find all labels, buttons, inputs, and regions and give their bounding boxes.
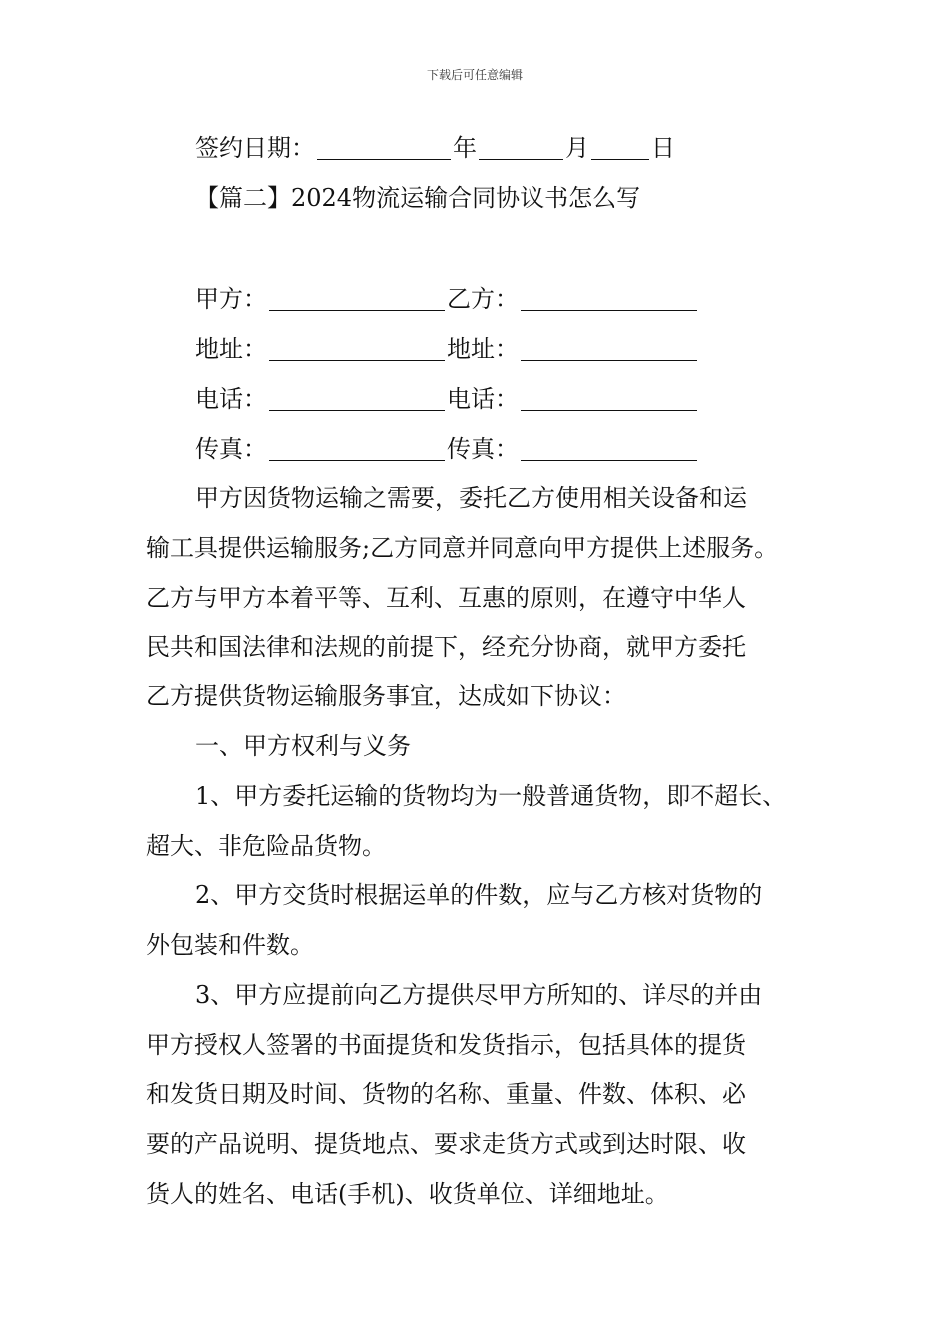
party-left-blank — [269, 388, 445, 411]
party-left-blank — [269, 338, 445, 361]
month-label: 月 — [565, 134, 589, 162]
paragraph-line: 民共和国法律和法规的前提下，经充分协商，就甲方委托 — [146, 633, 746, 661]
sign-date-label: 签约日期： — [195, 134, 315, 162]
day-label: 日 — [651, 134, 675, 162]
party-right-blank — [521, 438, 697, 461]
year-blank — [317, 137, 451, 160]
year-label: 年 — [453, 134, 477, 162]
party-left-label: 甲方： — [195, 285, 267, 313]
header-note: 下载后可任意编辑 — [426, 68, 523, 82]
paragraph-line: 要的产品说明、提货地点、要求走货方式或到达时限、收 — [146, 1130, 746, 1158]
party-left-label: 电话： — [195, 385, 267, 413]
party-right-label: 乙方： — [447, 285, 519, 313]
section-title: 【篇二】2024物流运输合同协议书怎么写 — [195, 184, 641, 212]
month-blank — [479, 137, 563, 160]
paragraph-line: 和发货日期及时间、货物的名称、重量、件数、体积、必 — [146, 1080, 746, 1108]
paragraph-line: 1、甲方委托运输的货物均为一般普通货物，即不超长、 — [195, 782, 787, 810]
paragraph-line: 甲方授权人签署的书面提货和发货指示，包括具体的提货 — [146, 1031, 746, 1059]
party-right-blank — [521, 288, 697, 311]
party-right-blank — [521, 388, 697, 411]
party-right-label: 地址： — [447, 335, 519, 363]
party-left-blank — [269, 288, 445, 311]
party-row — [195, 284, 699, 314]
sign-date-line — [195, 133, 675, 163]
party-right-blank — [521, 338, 697, 361]
paragraph-line: 乙方提供货物运输服务事宜，达成如下协议： — [146, 682, 626, 710]
party-row — [195, 384, 699, 414]
paragraph-line: 2、甲方交货时根据运单的件数，应与乙方核对货物的 — [195, 881, 763, 909]
clause-heading: 一、甲方权利与义务 — [195, 732, 411, 760]
paragraph-line: 货人的姓名、电话(手机)、收货单位、详细地址。 — [146, 1180, 669, 1208]
party-right-label: 传真： — [447, 435, 519, 463]
paragraph-line: 外包装和件数。 — [146, 931, 314, 959]
paragraph-line: 乙方与甲方本着平等、互利、互惠的原则，在遵守中华人 — [146, 584, 746, 612]
day-blank — [591, 137, 649, 160]
party-row — [195, 434, 699, 464]
paragraph-line: 甲方因货物运输之需要，委托乙方使用相关设备和运 — [195, 484, 747, 512]
party-left-label: 传真： — [195, 435, 267, 463]
party-left-blank — [269, 438, 445, 461]
paragraph-line: 3、甲方应提前向乙方提供尽甲方所知的、详尽的并由 — [195, 981, 763, 1009]
party-left-label: 地址： — [195, 335, 267, 363]
paragraph-line: 输工具提供运输服务;乙方同意并同意向甲方提供上述服务。 — [146, 534, 779, 562]
party-right-label: 电话： — [447, 385, 519, 413]
paragraph-line: 超大、非危险品货物。 — [146, 832, 386, 860]
party-row — [195, 334, 699, 364]
